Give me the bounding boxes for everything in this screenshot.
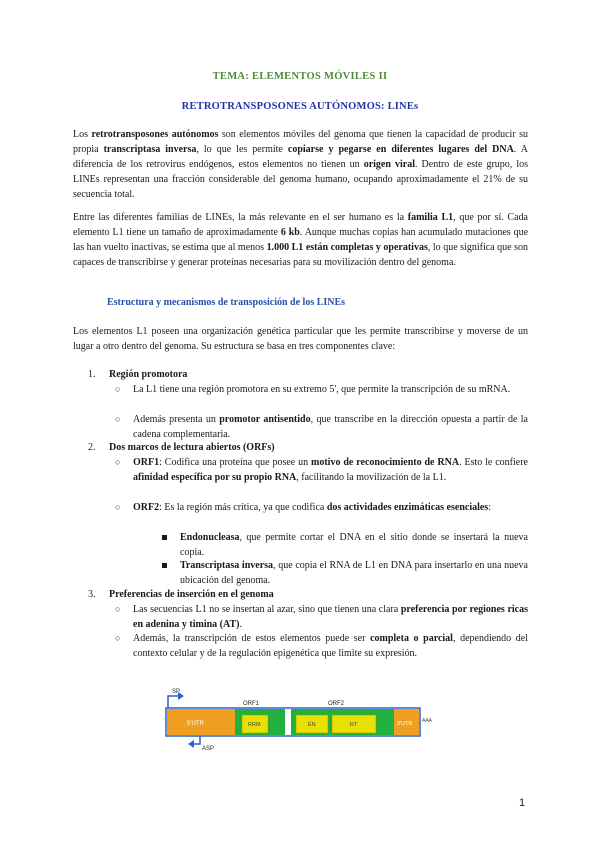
square-bullet-icon — [162, 563, 167, 568]
list-subitem: ○ ORF1: Codifica una proteína que posee un motivo de reconocimiento de RNA. Esto le confiere afinidad específica por su propio RNA, facilitando la movilización de la L1. — [115, 457, 529, 483]
utr3-label: 3'UTR — [397, 721, 413, 727]
sp-label: SP — [172, 689, 181, 695]
page-subtitle: RETROTRANSPOSONES AUTÓNOMOS: LINEs — [181, 101, 419, 112]
asp-arrowhead-icon — [188, 740, 194, 748]
list-subitem: ○ ORF2: Es la región más crítica, ya que codifica dos actividades enzimáticas esenciales: — [115, 502, 491, 513]
rt-label: RT — [350, 722, 358, 728]
list-item-title: Preferencias de inserción en el genoma — [109, 589, 274, 600]
asp-arrow-icon — [194, 736, 200, 744]
list-number: 2. — [88, 442, 96, 453]
circle-bullet-icon: ○ — [115, 414, 121, 424]
circle-bullet-icon: ○ — [115, 604, 121, 614]
square-bullet-icon — [162, 535, 167, 540]
page-title: TEMA: ELEMENTOS MÓVILES II — [212, 71, 388, 82]
en-label: EN — [308, 722, 316, 728]
circle-bullet-icon: ○ — [115, 384, 121, 394]
paragraph-l1-family: Entre las diferentes familias de LINEs, la más relevante en el ser humano es la familia L1, que por sí. Cada elemento L1 tiene un tamaño de aproximadamente 6 kb. Aunque muchas copias han acumulado mutaciones que las han vuelto inactivas, se estima que al menos 1.000 L1 están completas y operativas, lo que significa que son capaces de transcribirse y generar proteínas necesarias para su movilización dentro del genoma. — [73, 212, 529, 268]
list-subsubitem: Transcriptasa inversa, que copia el RNA de L1 en DNA para insertarlo en una nueva ubicación del genoma. — [180, 558, 528, 588]
list-subitem: ○ Además, la transcripción de estos elementos puede ser completa o parcial, dependiendo del contexto celular y de la regulación epigenética que limite su expresión. — [115, 633, 528, 659]
circle-bullet-icon: ○ — [115, 457, 121, 467]
list-item-title: Dos marcos de lectura abiertos (ORFs) — [109, 442, 275, 453]
rrm-label: RRM — [248, 722, 261, 728]
list-subitem: ○ Las secuencias L1 no se insertan al azar, sino que tienen una clara preferencia por regiones ricas en adenina y timina (AT). — [115, 604, 529, 630]
orf2-label: ORF2 — [328, 701, 345, 707]
list-item-title: Región promotora — [109, 369, 188, 380]
l1-structure-diagram — [160, 684, 460, 754]
circle-bullet-icon: ○ — [115, 502, 121, 512]
asp-label: ASP — [202, 746, 215, 752]
list-number: 1. — [88, 369, 96, 380]
paragraph-intro: Los retrotransposones autónomos son elementos móviles del genoma que tienen la capacidad de producir su propia transcriptasa inversa, lo que les permite copiarse y pegarse en diferentes lugares del DNA. A diferencia de los retrovirus endógenos, estos elementos no tienen un origen viral. Dentro de este grupo, los LINEs representan una fracción considerable del genoma humano, ocupando aproximadamente el 21% de su secuencia total. — [73, 129, 529, 200]
list-subitem: ○ La L1 tiene una región promotora en su extremo 5', que permite la transcripción de su mRNA. — [115, 384, 511, 395]
utr5-label: 5'UTR — [187, 721, 204, 727]
list-number: 3. — [88, 589, 96, 600]
polya-label: AAA — [422, 718, 433, 724]
circle-bullet-icon: ○ — [115, 633, 121, 643]
orf1-label: ORF1 — [243, 701, 260, 707]
list-subsubitem: Endonucleasa, que permite cortar el DNA en el sitio donde se insertará la nueva copia. — [180, 530, 528, 560]
section-title: Estructura y mecanismos de transposición de los LINEs — [107, 297, 346, 308]
page-number: 1 — [519, 797, 526, 809]
list-subitem: ○ Además presenta un promotor antisentido, que transcribe en la dirección opuesta a partir de la cadena complementaria. — [115, 414, 528, 440]
inter-orf-segment — [285, 709, 291, 735]
sp-arrow-icon — [168, 696, 178, 708]
paragraph-structure: Los elementos L1 poseen una organización genética particular que les permite transcribirse y moverse de un lugar a otro dentro del genoma. Su estructura se basa en tres componentes clave: — [73, 326, 528, 352]
